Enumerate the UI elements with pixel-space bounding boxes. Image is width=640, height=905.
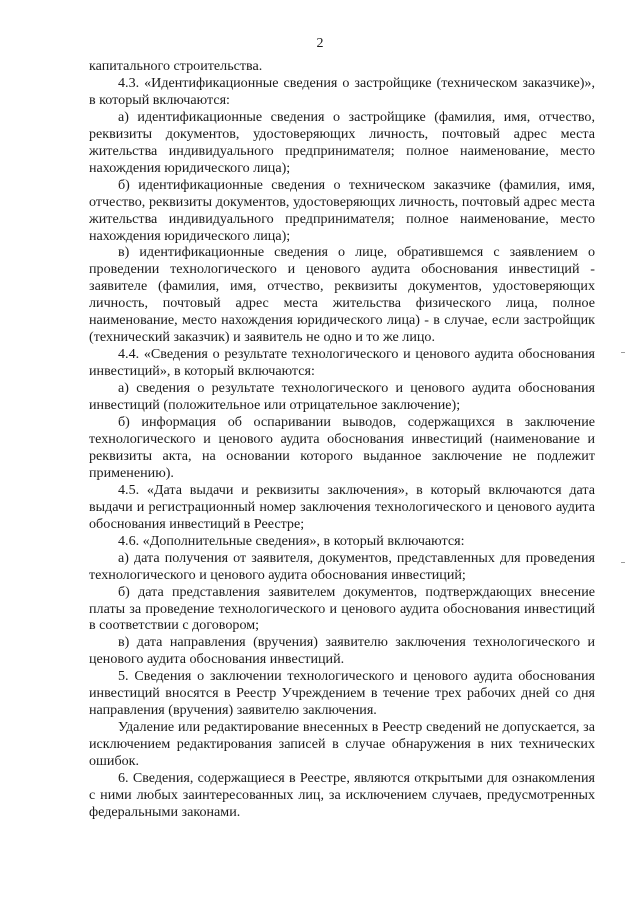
paragraph: 4.5. «Дата выдачи и реквизиты заключения», в который включаются дата выдачи и регистрационный номер заключения технологического и ценового аудита обоснования инвестиций в Реестре;	[89, 481, 595, 532]
paragraph: б) информация об оспаривании выводов, содержащихся в заключение технологического и ценового аудита обоснования инвестиций (наименование и реквизиты акта, на основании которого выданное заключение не подлежит применению).	[89, 414, 595, 481]
paragraph: 5. Сведения о заключении технологического и ценового аудита обоснования инвестиций вносятся в Реестр Учреждением в течение трех рабочих дней со дня направления (вручения) заявителю заключения.	[89, 668, 595, 719]
paragraph: капитального строительства.	[89, 58, 263, 74]
page-number: 2	[316, 36, 324, 51]
margin-scan-mark	[621, 352, 625, 353]
margin-scan-mark	[621, 562, 625, 563]
paragraph: Удаление или редактирование внесенных в Реестр сведений не допускается, за исключением редактирования записей в случае обнаружения в них технических ошибок.	[89, 719, 595, 770]
paragraph: а) сведения о результате технологического и ценового аудита обоснования инвестиций (положительное или отрицательное заключение);	[89, 380, 595, 414]
paragraph: б) дата представления заявителем документов, подтверждающих внесение платы за проведение технологического и ценового аудита обоснования инвестиций в соответствии с договором;	[89, 583, 595, 634]
paragraph: 4.6. «Дополнительные сведения», в который включаются:	[118, 532, 465, 549]
paragraph: а) дата получения от заявителя, документов, представленных для проведения технологического и ценового аудита обоснования инвестиций;	[89, 549, 595, 583]
paragraph: 4.4. «Сведения о результате технологического и ценового аудита обоснования инвестиций», в который включаются:	[89, 346, 595, 380]
paragraph: б) идентификационные сведения о техническом заказчике (фамилия, имя, отчество, реквизиты документов, удостоверяющих личность, почтовый адрес места жительства индивидуального предпринимателя; полное наименование, место нахождения юридического лица);	[89, 176, 595, 244]
paragraph: а) идентификационные сведения о застройщике (фамилия, имя, отчество, реквизиты документов, удостоверяющих личность, почтовый адрес места жительства индивидуального предпринимателя; полное наименование, место нахождения юридического лица);	[89, 108, 595, 176]
paragraph: 4.3. «Идентификационные сведения о застройщике (техническом заказчике)», в который включаются:	[89, 74, 595, 108]
document-body	[89, 58, 595, 821]
paragraph: в) дата направления (вручения) заявителю заключения технологического и ценового аудита обоснования инвестиций.	[89, 634, 595, 668]
paragraph: 6. Сведения, содержащиеся в Реестре, являются открытыми для ознакомления с ними любых заинтересованных лиц, за исключением случаев, предусмотренных федеральными законами.	[89, 770, 595, 820]
paragraph: в) идентификационные сведения о лице, обратившемся с заявлением о проведении технологического и ценового аудита обоснования инвестиций - заявителе (фамилия, имя, отчество, реквизиты документов, удостоверяющих личность, почтовый адрес места жительства физического лица, полное наименование, место нахождения юридического лица) - в случае, если застройщик (технический заказчик) и заявитель не одно и то же лицо.	[89, 244, 595, 346]
